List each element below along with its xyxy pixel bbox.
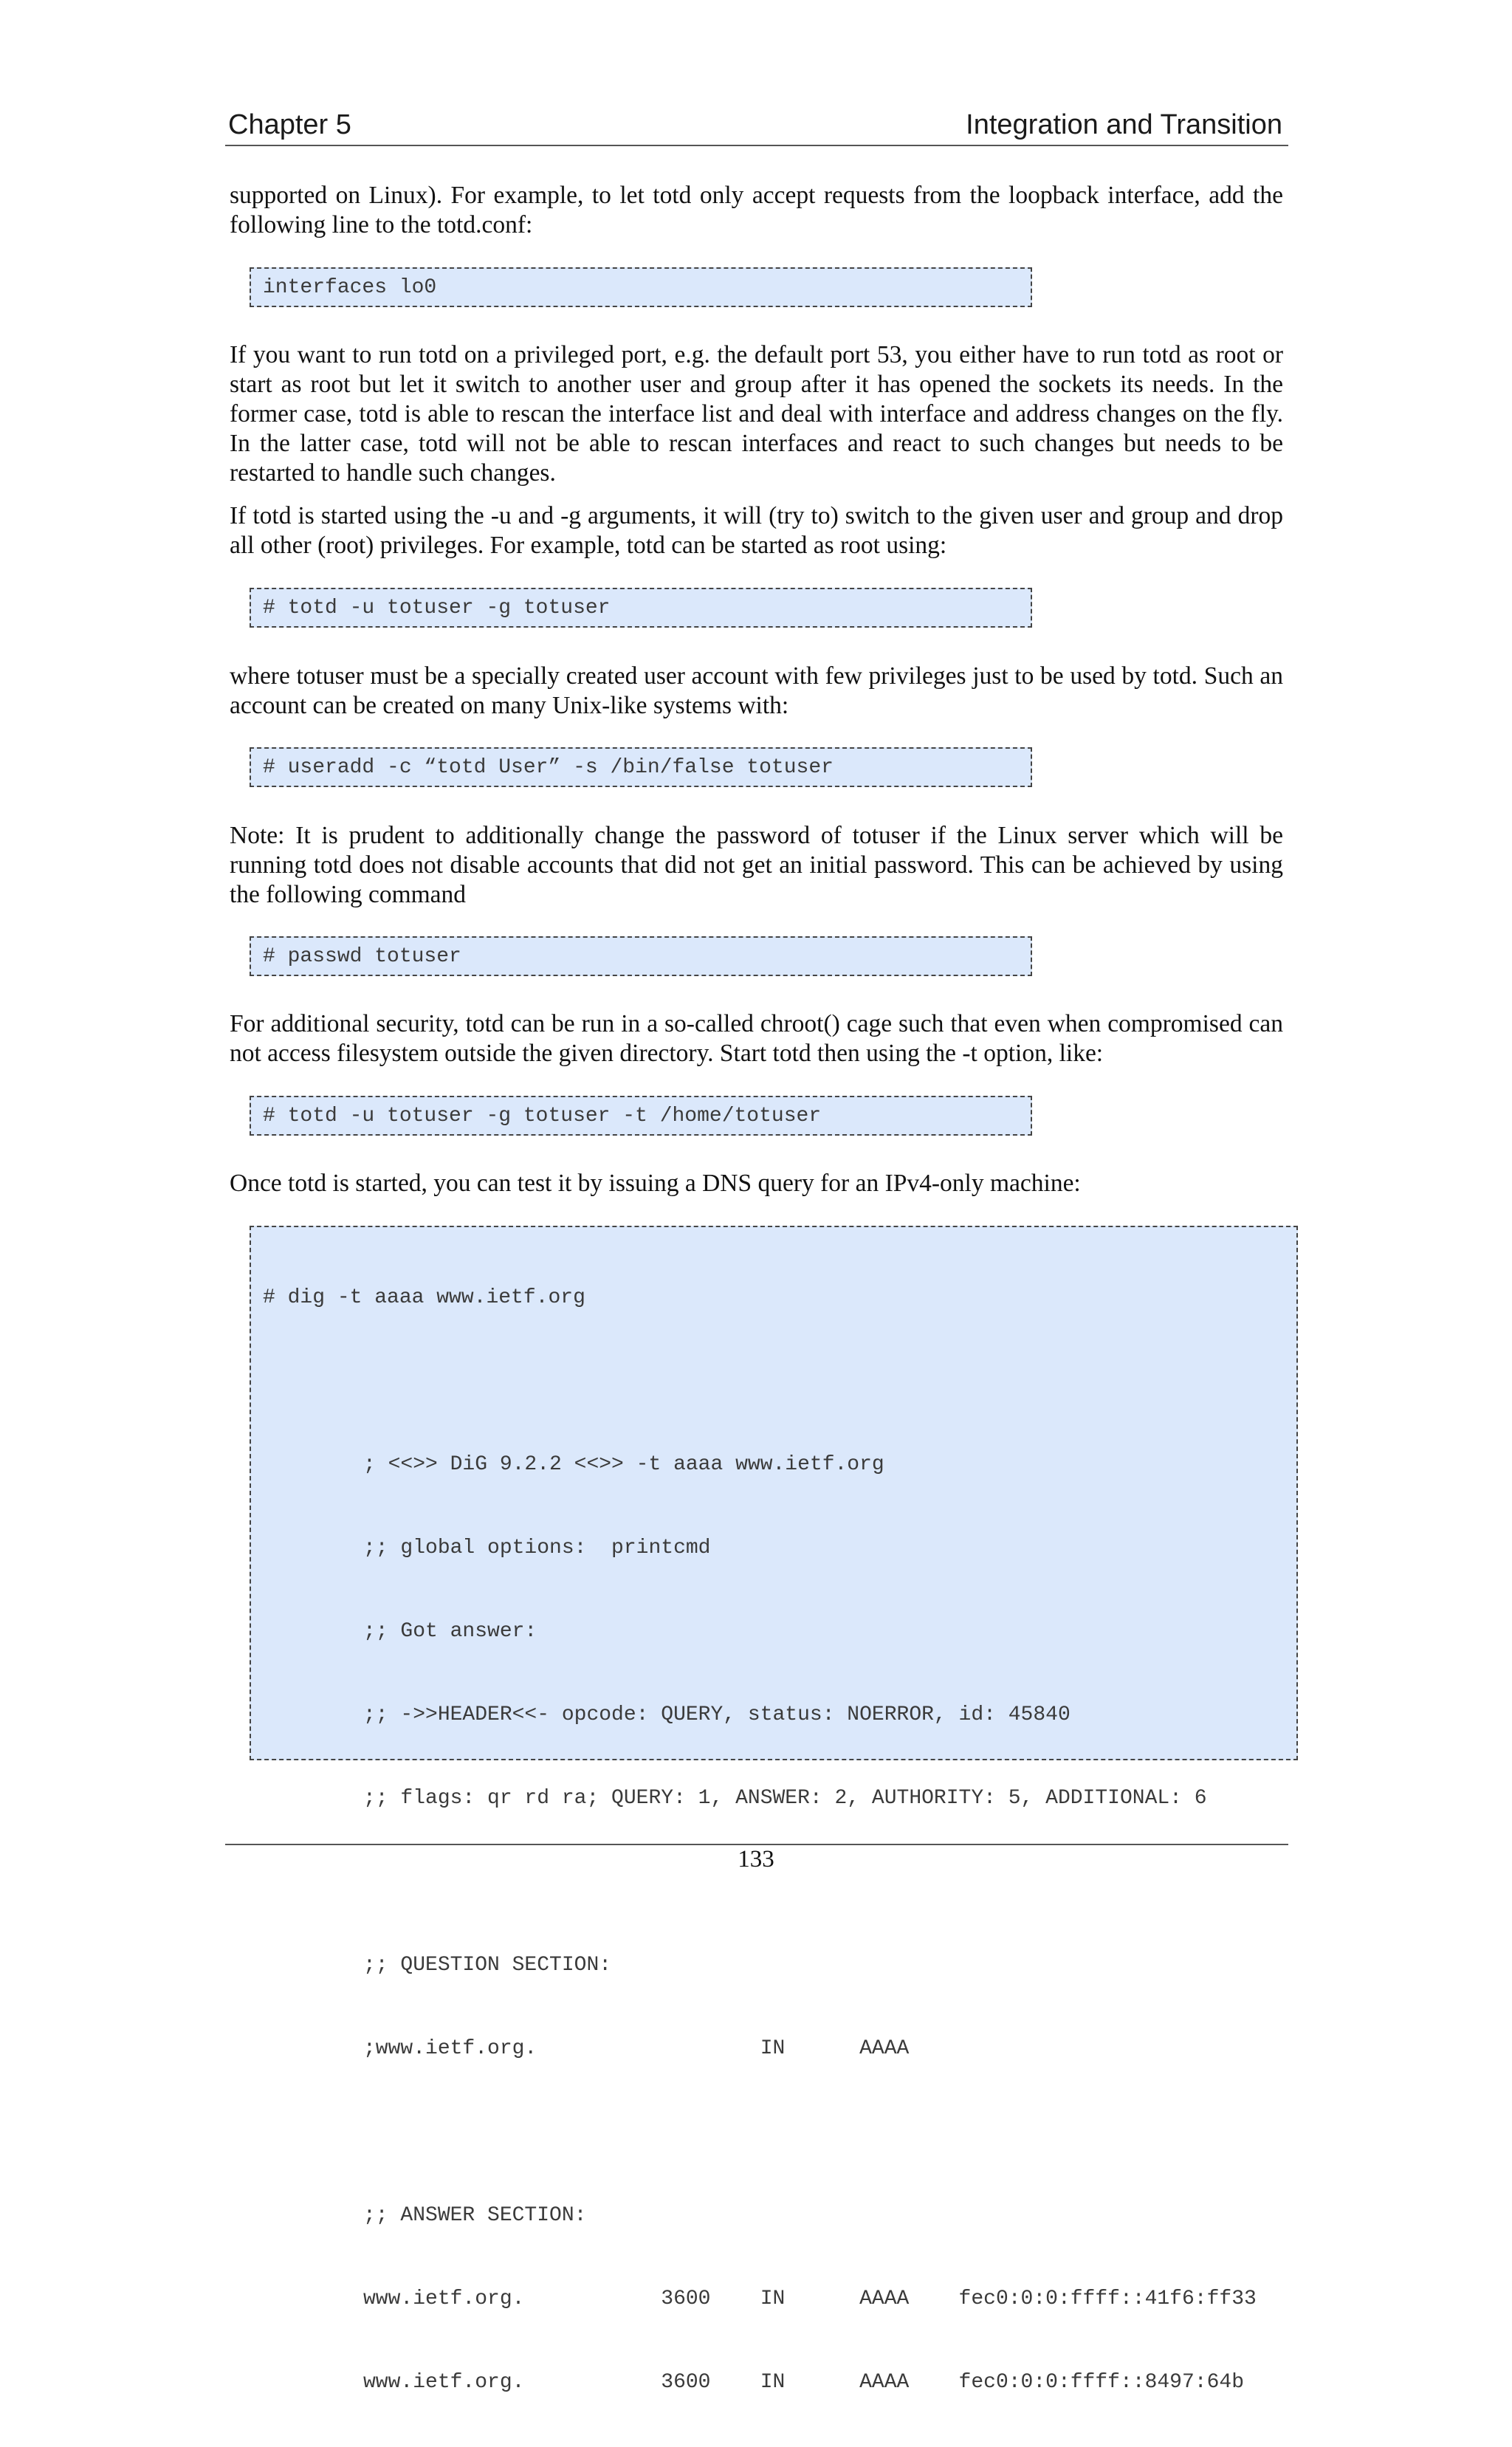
paragraph-chroot: For additional security, totd can be run in a so-called chroot() cage such that even when compromised can not access filesystem outside the given directory. Start totd then using the -t option, like: [230,1010,1283,1067]
code-block-totd-start: # totd -u totuser -g totuser [250,588,1032,628]
dig-output-line: ;; global options: printcmd [363,1537,711,1559]
dig-output-line: ;; Got answer: [363,1620,537,1643]
code-block-useradd: # useradd -c “totd User” -s /bin/false totuser [250,747,1032,787]
blank-line [263,1362,1296,1400]
dig-output-line: www.ietf.org. 3600 IN AAAA fec0:0:0:ffff::8497:64b [363,2371,1244,2394]
dig-output-line: ;; ->>HEADER<<- opcode: QUERY, status: NOERROR, id: 45840 [363,1703,1071,1726]
dig-output-line: ;www.ietf.org. IN AAAA [363,2037,910,2060]
page-number: 133 [738,1846,774,1873]
dig-output-line: ;; flags: qr rd ra; QUERY: 1, ANSWER: 2, AUTHORITY: 5, ADDITIONAL: 6 [363,1787,1207,1810]
dig-output-line: www.ietf.org. 3600 IN AAAA fec0:0:0:ffff::41f6:ff33 [363,2288,1257,2310]
footer-rule [225,1844,1288,1845]
dig-output-line: ; <<>> DiG 9.2.2 <<>> -t aaaa www.ietf.org [363,1453,884,1476]
blank-line [263,2113,1296,2151]
chapter-title: Integration and Transition [966,109,1282,140]
dig-command-line: # dig -t aaaa www.ietf.org [263,1286,585,1309]
code-block-chroot-start: # totd -u totuser -g totuser -t /home/totuser [250,1096,1032,1136]
paragraph-privileged-port: If you want to run totd on a privileged port, e.g. the default port 53, you either have to run totd as root or start as root but let it switch to another user and group after it has opened the sockets its needs. In the former case, totd is able to rescan the interface list and deal with interface and address changes on the fly. In the latter case, totd will not be able to rescan interfaces and react to such changes but needs to be restarted to handle such changes. [230,341,1283,487]
code-block-interfaces: interfaces lo0 [250,267,1032,307]
dig-output-line: ;; ANSWER SECTION: [363,2204,587,2227]
dig-output-line: ;; QUESTION SECTION: [363,1954,612,1977]
paragraph-user-group-args: If totd is started using the -u and -g arguments, it will (try to) switch to the given user and group and drop all other (root) privileges. For example, totd can be started as root using: [230,502,1283,559]
paragraph-dns-test: Once totd is started, you can test it by issuing a DNS query for an IPv4-only machine: [230,1170,1081,1197]
running-header [225,105,1288,146]
paragraph-loopback: supported on Linux). For example, to let totd only accept requests from the loopback interface, add the following line to the totd.conf: [230,182,1283,238]
chapter-label: Chapter 5 [228,109,351,140]
code-block-passwd: # passwd totuser [250,936,1032,976]
paragraph-totuser-account: where totuser must be a specially created user account with few privileges just to be used by totd. Such an account can be created on many Unix-like systems with: [230,662,1283,719]
paragraph-password-note: Note: It is prudent to additionally change the password of totuser if the Linux server which will be running totd does not disable accounts that did not get an initial password. This can be achieved by using the following command [230,822,1283,908]
